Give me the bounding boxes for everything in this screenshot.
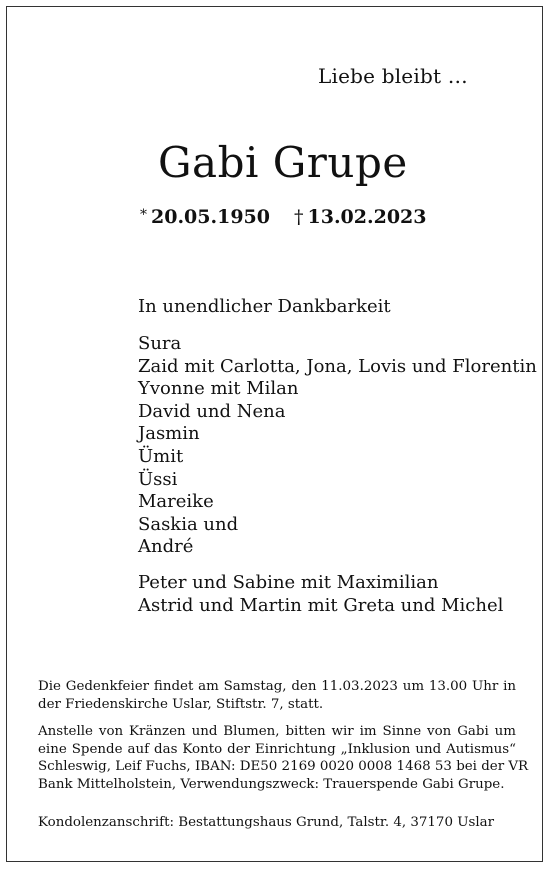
list-item: Jasmin	[138, 423, 200, 445]
list-item: Zaid mit Carlotta, Jona, Lovis und Florentin	[138, 355, 537, 377]
donation-info	[38, 723, 529, 793]
family-list-1	[138, 333, 537, 559]
donation-line: Schleswig, Leif Fuchs, IBAN: DE50 2169 0020 0008 1468 53 bei der VR	[38, 759, 529, 774]
birth-symbol: *	[140, 207, 147, 223]
list-item: Yvonne mit Milan	[138, 378, 299, 400]
list-item: Üssi	[138, 468, 178, 490]
list-item: Saskia und	[138, 513, 239, 535]
thanks-line: In unendlicher Dankbarkeit	[138, 296, 391, 317]
list-item: Sura	[138, 333, 182, 354]
donation-line: Anstelle von Kränzen und Blumen, bitten wir im Sinne von Gabi um	[38, 724, 516, 739]
family-list-2	[138, 572, 503, 617]
birth-date	[140, 206, 270, 228]
death-date	[294, 206, 427, 228]
list-item: Mareike	[138, 491, 214, 513]
list-item: David und Nena	[138, 400, 286, 422]
donation-line: Bank Mittelholstein, Verwendungszweck: Trauerspende Gabi Grupe.	[38, 776, 505, 792]
memorial-line: Die Gedenkfeier findet am Samstag, den 11.03.2023 um 13.00 Uhr in	[38, 679, 516, 694]
memorial-line: der Friedenskirche Uslar, Stiftstr. 7, statt.	[38, 696, 324, 712]
list-item: Peter und Sabine mit Maximilian	[138, 572, 439, 593]
list-item: Astrid und Martin mit Greta und Michel	[138, 594, 504, 616]
death-symbol: †	[294, 206, 304, 228]
list-item: Ümit	[138, 445, 184, 467]
birth-date-value: 20.05.1950	[151, 206, 270, 228]
donation-line: eine Spende auf das Konto der Einrichtung „Inklusion und Autismus“	[38, 741, 516, 757]
deceased-name: Gabi Grupe	[158, 138, 408, 187]
death-date-value: 13.02.2023	[307, 206, 427, 228]
condolence-address: Kondolenzanschrift: Bestattungshaus Grund, Talstr. 4, 37170 Uslar	[38, 815, 495, 830]
motto: Liebe bleibt …	[318, 64, 468, 88]
list-item: André	[138, 536, 194, 558]
memorial-info	[38, 678, 516, 713]
